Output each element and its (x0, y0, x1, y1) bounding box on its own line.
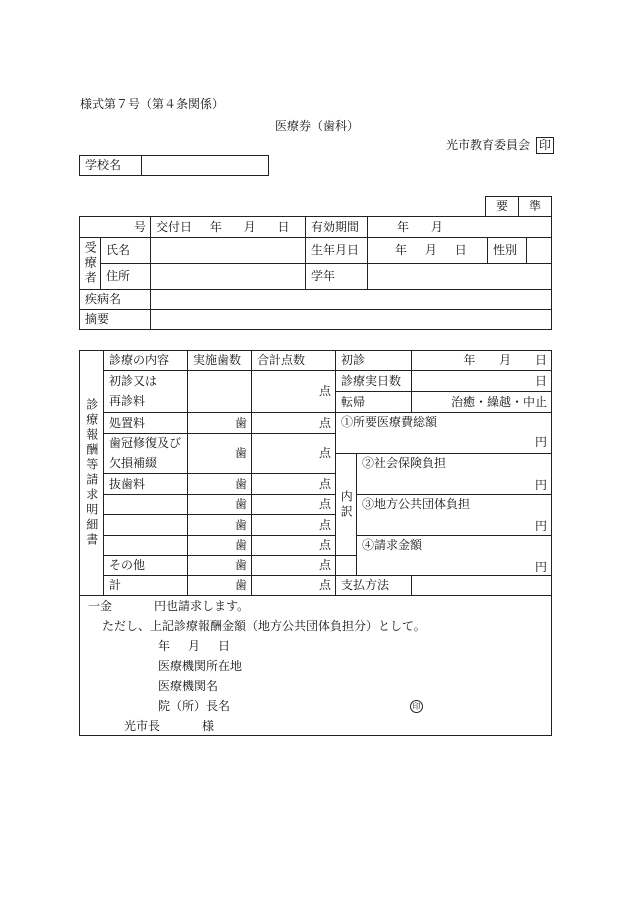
issue-date-label: 交付日 (156, 219, 193, 234)
claim-date[interactable]: 年 月 日 (158, 639, 231, 653)
school-label: 学校名 (80, 156, 142, 176)
school-value[interactable] (142, 156, 269, 176)
blank-row-3-teeth[interactable]: 歯 (188, 536, 252, 556)
outcome-label: 転帰 (336, 392, 412, 413)
director-label: 院（所）長名 (158, 699, 231, 713)
blank-row-1-label[interactable] (104, 495, 188, 515)
item3-label: ③地方公共団体負担 (362, 497, 471, 511)
birthdate-label: 生年月日 (306, 238, 368, 264)
validity-cell[interactable] (368, 217, 552, 238)
actual-days-label: 診療実日数 (336, 371, 412, 392)
blank-row-3-label[interactable] (104, 536, 188, 556)
statement-table (79, 350, 552, 736)
treat-teeth[interactable]: 歯 (188, 413, 252, 434)
treat-label: 処置料 (104, 413, 188, 434)
institution-label: 医療機関名 (158, 679, 219, 693)
grade-value[interactable] (368, 264, 552, 290)
recipient-label: 受療者 (80, 238, 101, 290)
total-teeth[interactable]: 歯 (188, 576, 252, 596)
item4-label: ④請求金額 (362, 538, 423, 552)
social-insurance-cell[interactable] (357, 454, 552, 495)
first-teeth[interactable] (188, 371, 252, 413)
item4-yen: 円 (535, 560, 548, 575)
first-revisit-label: 初診又は 再診料 (104, 371, 188, 413)
form-title: 医療券（歯科） (275, 119, 360, 133)
header-content: 診療の内容 (104, 351, 188, 371)
extract-points[interactable]: 点 (252, 474, 336, 495)
statement-side-label: 診療報酬等請求明細書 (80, 351, 104, 596)
payment-label: 支払方法 (336, 576, 412, 596)
claim-line-1: 一金 円也請求します。 (88, 599, 250, 613)
total-cost-cell[interactable] (336, 413, 552, 454)
seal-box: 印 (536, 137, 554, 154)
treat-points[interactable]: 点 (252, 413, 336, 434)
summary-value[interactable] (151, 310, 552, 330)
number-label: 号 (80, 217, 151, 238)
crown-points[interactable]: 点 (252, 434, 336, 474)
validity-label: 有効期間 (306, 217, 368, 238)
location-label: 医療機関所在地 (158, 659, 243, 673)
blank-row-2-points[interactable]: 点 (252, 515, 336, 536)
item1-label: ①所要医療費総額 (341, 415, 438, 429)
name-label: 氏名 (101, 238, 151, 264)
other-teeth[interactable]: 歯 (188, 556, 252, 576)
claim-amount-cell[interactable] (357, 536, 552, 576)
birth-month: 月 (424, 243, 437, 258)
crown-label: 歯冠修復及び 欠損補綴 (104, 434, 188, 474)
local-gov-cell[interactable] (357, 495, 552, 536)
other-label: その他 (104, 556, 188, 576)
summary-label: 摘要 (80, 310, 151, 330)
blank-row-2-label[interactable] (104, 515, 188, 536)
extract-label: 抜歯料 (104, 474, 188, 495)
validity-year: 年 (397, 219, 410, 234)
breakdown-label: 内訳 (336, 454, 357, 556)
total-label: 計 (104, 576, 188, 596)
first-month: 月 (499, 353, 512, 368)
form-number: 様式第７号（第４条関係） (80, 97, 225, 111)
addressee: 光市長 様 (124, 719, 215, 733)
item2-label: ②社会保険負担 (362, 456, 447, 470)
claim-section (80, 596, 552, 736)
header-teeth: 実施歯数 (188, 351, 252, 371)
item2-yen: 円 (535, 478, 548, 493)
approval-table (485, 196, 552, 217)
birthdate-cell[interactable] (368, 238, 488, 264)
name-value[interactable] (151, 238, 306, 264)
validity-month: 月 (430, 219, 443, 234)
blank-row-1-teeth[interactable]: 歯 (188, 495, 252, 515)
first-visit-date[interactable] (412, 351, 552, 371)
crown-teeth[interactable]: 歯 (188, 434, 252, 474)
issue-month: 月 (243, 219, 256, 234)
issue-day: 日 (277, 219, 290, 234)
patient-table (79, 216, 552, 330)
actual-days-value[interactable]: 日 (412, 371, 552, 392)
approval-col-1: 要 (486, 197, 519, 217)
disease-label: 疾病名 (80, 290, 151, 310)
grade-label: 学年 (306, 264, 368, 290)
director-seal-icon: 印 (410, 699, 423, 713)
header-points: 合計点数 (252, 351, 336, 371)
approval-col-2: 準 (519, 197, 552, 217)
first-day: 日 (535, 353, 548, 368)
first-points[interactable]: 点 (252, 371, 336, 413)
first-visit-label: 初診 (336, 351, 412, 371)
payment-value[interactable] (412, 576, 552, 596)
claim-line-2: ただし、上記診療報酬金額（地方公共団体負担分）として。 (102, 619, 426, 633)
address-label: 住所 (101, 264, 151, 290)
address-value[interactable] (151, 264, 306, 290)
blank-row-1-points[interactable]: 点 (252, 495, 336, 515)
outcome-options[interactable]: 治癒・繰越・中止 (412, 392, 552, 413)
item1-yen: 円 (535, 435, 548, 450)
issue-date-cell[interactable] (151, 217, 306, 238)
school-table (79, 155, 269, 176)
issue-year: 年 (209, 219, 222, 234)
blank-row-2-teeth[interactable]: 歯 (188, 515, 252, 536)
item3-yen: 円 (535, 519, 548, 534)
blank-row-3-points[interactable]: 点 (252, 536, 336, 556)
issuer-name: 光市教育委員会 (446, 138, 531, 152)
total-points[interactable]: 点 (252, 576, 336, 596)
birth-year: 年 (395, 243, 408, 258)
issuer (446, 137, 554, 154)
extract-teeth[interactable]: 歯 (188, 474, 252, 495)
gender-value[interactable] (527, 238, 552, 264)
other-points[interactable]: 点 (252, 556, 336, 576)
birth-day: 日 (454, 243, 467, 258)
gender-label: 性別 (488, 238, 527, 264)
first-year: 年 (463, 353, 476, 368)
disease-value[interactable] (151, 290, 552, 310)
